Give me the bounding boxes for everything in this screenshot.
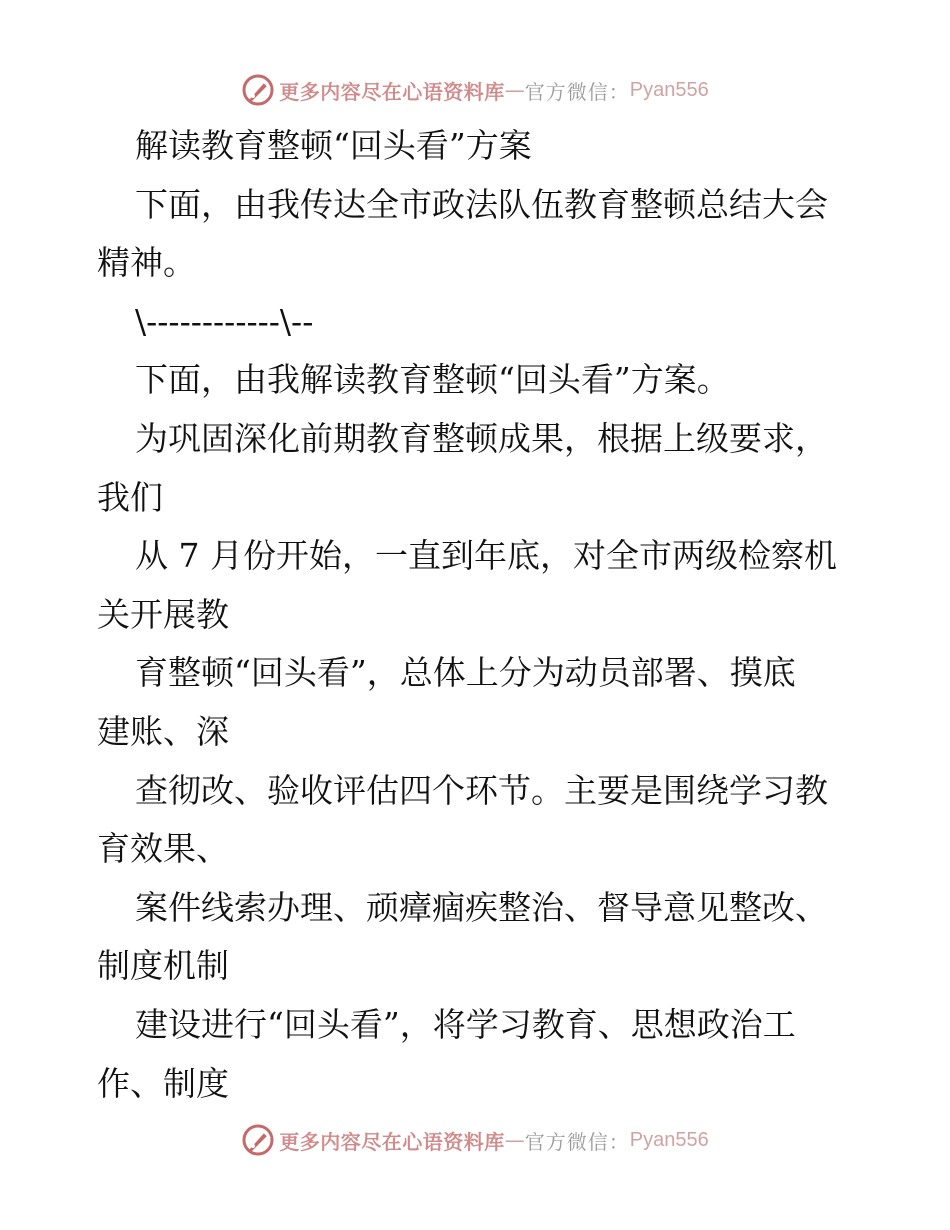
quill-pen-circle-icon <box>241 73 275 107</box>
doc-line: 案件线索办理、顽瘴痼疾整治、督导意见整改、 <box>135 887 828 927</box>
header-wechat-id: Pyan556 <box>629 78 709 101</box>
doc-line: 关开展教 <box>97 594 229 634</box>
doc-line: 精神。 <box>97 243 196 283</box>
header-wechat-label: 官方微信： <box>524 79 630 104</box>
doc-line: 建设进行“回头看”，将学习教育、思想政治工 <box>135 1004 796 1044</box>
doc-line: 解读教育整顿“回头看”方案 <box>135 126 532 165</box>
footer-wechat-label: 官方微信： <box>524 1129 630 1154</box>
footer-wechat-id: Pyan556 <box>629 1128 709 1151</box>
doc-line: 作、制度 <box>97 1063 229 1103</box>
doc-line: 为巩固深化前期教育整顿成果，根据上级要求， <box>135 418 828 458</box>
header-separator: — <box>504 78 525 102</box>
doc-line: 查彻改、验收评估四个环节。主要是围绕学习教 <box>135 770 828 810</box>
footer-banner <box>0 1120 950 1160</box>
doc-line: 育效果、 <box>97 829 229 869</box>
header-banner <box>0 70 950 110</box>
header-brand-text: 更多内容尽在心语资料库 <box>279 79 505 104</box>
quill-pen-circle-icon <box>241 1123 275 1157</box>
document-body <box>97 117 867 1113</box>
doc-line: 从 7 月份开始，一直到年底，对全市两级检察机 <box>135 536 837 576</box>
doc-line: 制度机制 <box>97 946 229 986</box>
footer-separator: — <box>504 1128 525 1152</box>
doc-line: 育整顿“回头看”，总体上分为动员部署、摸底 <box>135 653 796 693</box>
doc-line: 建账、深 <box>97 711 229 751</box>
doc-line: \------------\-- <box>135 301 314 341</box>
doc-line: 下面，由我解读教育整顿“回头看”方案。 <box>135 360 730 400</box>
footer-brand-text: 更多内容尽在心语资料库 <box>279 1129 505 1154</box>
doc-line: 我们 <box>97 477 163 517</box>
doc-line: 下面，由我传达全市政法队伍教育整顿总结大会 <box>135 184 828 224</box>
